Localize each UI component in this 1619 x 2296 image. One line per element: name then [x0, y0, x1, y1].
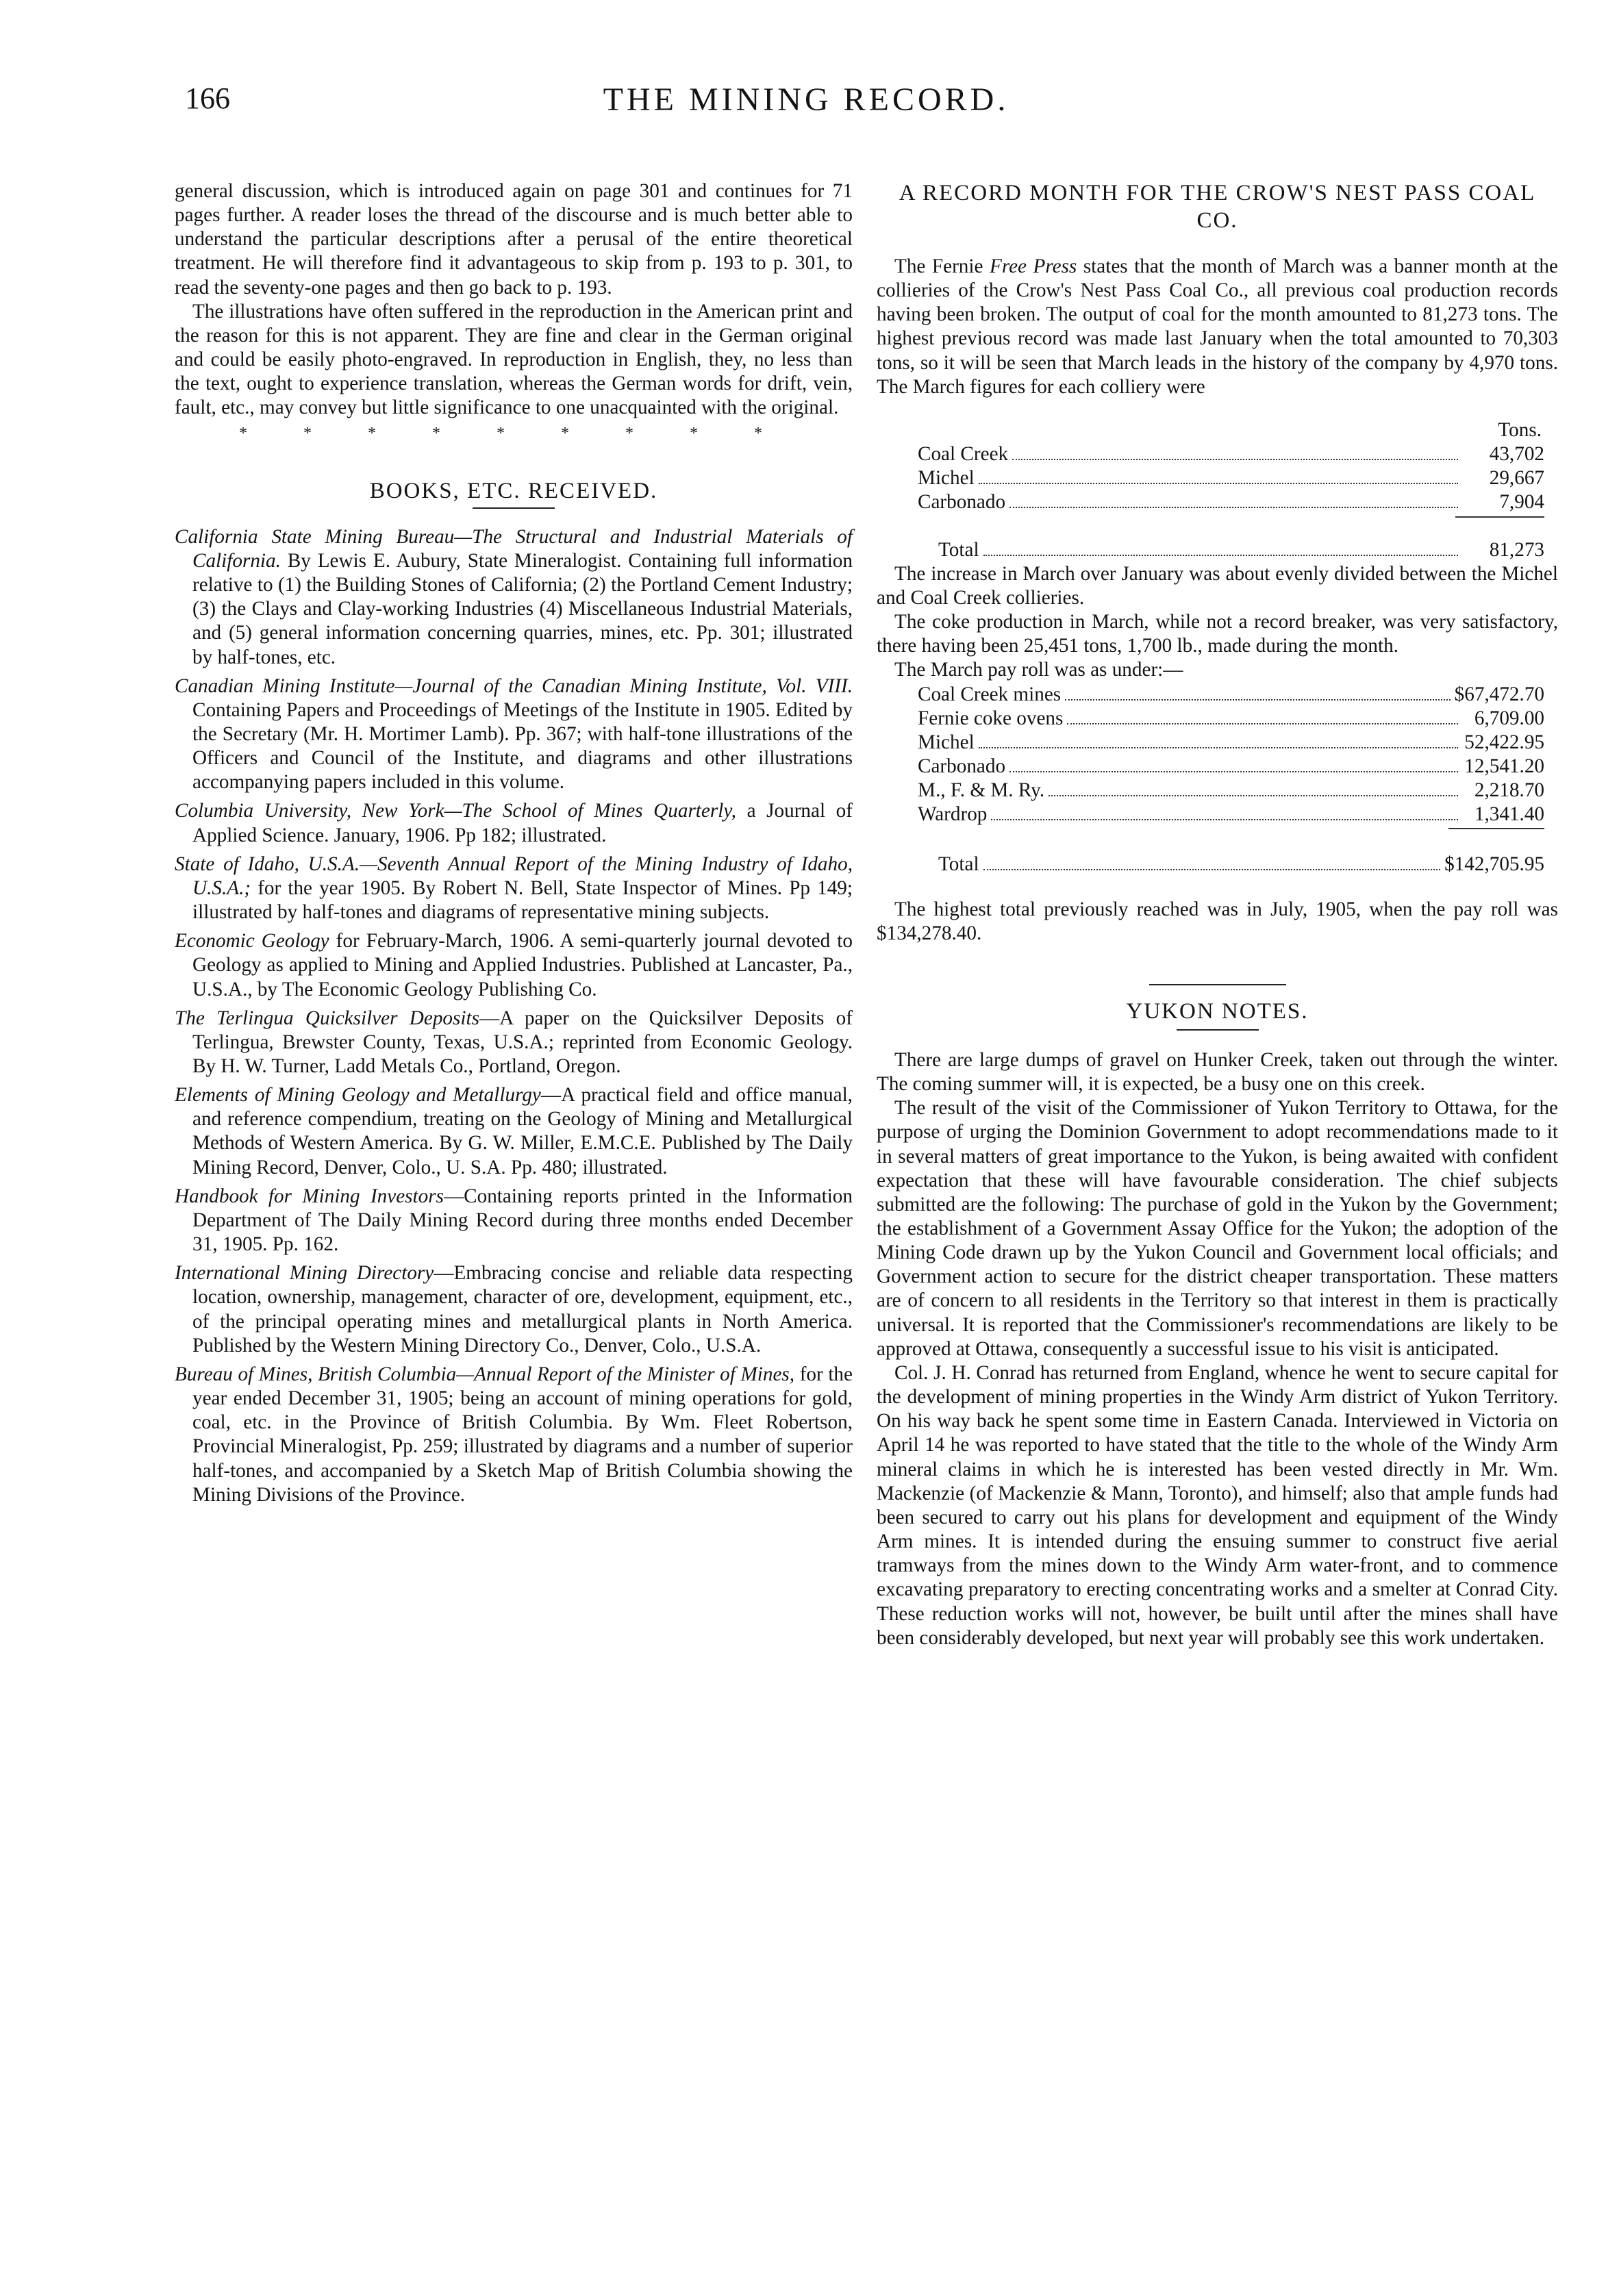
- leader-dots: [1009, 507, 1458, 508]
- tons-value: 7,904: [1499, 491, 1544, 514]
- book-entry: [175, 1185, 853, 1257]
- book-entry-title: State of Idaho, U.S.A.—Seventh Annual Report of the Mining Industry of Idaho, U.S.A.;: [175, 853, 853, 899]
- book-entry-title: Elements of Mining Geology and Metallurgy: [175, 1084, 541, 1107]
- tons-total-row: [918, 538, 1544, 562]
- book-entry-title: The Terlingua Quicksilver Deposits: [175, 1007, 479, 1029]
- leader-dots: [1065, 699, 1451, 701]
- book-entry: [175, 1363, 853, 1507]
- book-entry: [175, 929, 853, 1001]
- highest-payroll-paragraph: The highest total previously reached was in July, 1905, when the pay roll was $134,278.40.: [877, 898, 1558, 944]
- payroll-row: [918, 779, 1544, 803]
- crows-nest-heading: A RECORD MONTH FOR THE CROW'S NEST PASS COAL CO.: [899, 181, 1536, 233]
- payroll-row: [918, 683, 1544, 707]
- payroll-value: $67,472.70: [1454, 683, 1544, 705]
- increase-paragraph: The increase in March over January was about evenly divided between the Michel and Coal Creek collieries.: [877, 562, 1558, 609]
- book-entry-body: Containing Papers and Proceedings of Meetings of the Institute in 1905. Edited by the Secretary (Mr. H. Mortimer Lamb). Pp. 367; with half-tone illustrations of the Officers and Council of the Institute, and diagrams and other illustrations accompanying papers included in this volume.: [192, 698, 853, 794]
- sum-rule: [1455, 516, 1544, 518]
- text-run: The Fernie: [894, 255, 990, 277]
- book-entry-title: International Mining Directory: [175, 1262, 434, 1285]
- tons-table: [877, 418, 1558, 562]
- total-label: Total: [938, 538, 979, 561]
- tons-row: [918, 442, 1544, 466]
- payroll-value: 2,218.70: [1474, 779, 1544, 802]
- payroll-row: [918, 803, 1544, 827]
- payroll-item: Carbonado: [918, 755, 1006, 777]
- book-entry-title: California State Mining Bureau—The Structural and Industrial Materials of California.: [175, 525, 853, 572]
- book-entry-body: By Lewis E. Aubury, State Mineralogist. Containing full information relative to (1) the Building Stones of California; (2) the Portland Cement Industry; (3) the Clays and Clay-working Industries (4) Miscellaneous Industrial Materials, and (5) general information concerning quarries, mines, etc. Pp. 301; illustrated by half-tones, etc.: [192, 549, 853, 668]
- leader-dots: [979, 483, 1458, 484]
- book-entry: [175, 853, 853, 924]
- crows-nest-paragraph: [877, 255, 1558, 399]
- sum-rule: [1448, 828, 1544, 829]
- leader-dots: [1067, 723, 1458, 724]
- payroll-row: [918, 755, 1544, 779]
- payroll-value: 1,341.40: [1474, 803, 1544, 826]
- tons-value: 43,702: [1489, 443, 1544, 466]
- payroll-value: 6,709.00: [1474, 707, 1544, 729]
- book-entry-body: for the year ended December 31, 1905; being an account of mining operations for gold, coal, etc. in the Province of British Columbia. By Wm. Fleet Robertson, Provincial Mineralogist, Pp. 259; illustrated by diagrams and a number of superior half-tones, and accompanied by a Sketch Map of British Columbia showing the Mining Divisions of the Province.: [192, 1363, 853, 1506]
- payroll-row: [918, 707, 1544, 731]
- payroll-item: Fernie coke ovens: [918, 707, 1064, 729]
- book-entry-title: Economic Geology: [175, 930, 329, 953]
- book-entry-body: —Containing reports printed in the Information Department of The Daily Mining Record during three months ended December 31, 1905. Pp. 162.: [192, 1185, 853, 1256]
- section-separator-stars: * * * * * * * * *: [239, 424, 788, 442]
- tons-column-header: Tons.: [1498, 418, 1542, 441]
- running-title: THE MINING RECORD.: [603, 81, 1009, 118]
- yukon-notes-heading: YUKON NOTES.: [1126, 998, 1309, 1024]
- payroll-item: Michel: [918, 731, 975, 753]
- tons-row: [918, 466, 1544, 490]
- book-entry: [175, 525, 853, 670]
- leader-dots: [1009, 771, 1458, 772]
- book-entry: [175, 1007, 853, 1078]
- left-column: [175, 179, 853, 1512]
- review-paragraph-illustrations: The illustrations have often suffered in the reproduction in the American print and the reason for this is not apparent. They are fine and clear in the German original and could be easily photo-engraved. In reproduction in English, they, no less than the text, ought to experience translation, whereas the German words for drift, vein, fault, etc., may convey but little significance to one unacquainted with the original.: [175, 300, 853, 419]
- book-entry-body: for the year 1905. By Robert N. Bell, State Inspector of Mines. Pp 149; illustrated by half-tones and diagrams of representative mining subjects.: [192, 876, 853, 924]
- newspaper-name: Free Press: [989, 255, 1077, 277]
- payroll-item: Wardrop: [918, 803, 988, 826]
- yukon-paragraph: Col. J. H. Conrad has returned from England, whence he went to secure capital for the development of mining properties in the Windy Arm district of Yukon Territory. On his way back he spent some time in Eastern Canada. Interviewed in Victoria on April 14 he was reported to have stated that the title to the whole of the Windy Arm mineral claims in which he is interested has been vested directly in Mr. Wm. Mackenzie (of Mackenzie & Mann, Toronto), and himself; also that ample funds had been secured to carry out his plans for development and equipment of the Windy Arm mines. It is intended during the ensuing summer to construct five aerial tramways from the mines down to the Windy Arm water-front, and to commence excavating preparatory to erecting concentrating works and a smelter at Conrad City. These reduction works will not, however, be built until after the mines shall have been considerably developed, but next year will probably see this work undertaken.: [877, 1361, 1558, 1649]
- yukon-paragraph: There are large dumps of gravel on Hunker Creek, taken out through the winter. The coming summer will, it is expected, be a busy one on this creek.: [877, 1048, 1558, 1096]
- total-value: 81,273: [1489, 538, 1544, 561]
- payroll-intro: The March pay roll was as under:—: [894, 659, 1183, 681]
- colliery-name: Michel: [918, 467, 975, 490]
- book-entry-title: Columbia University, New York—The School of Mines Quarterly,: [175, 800, 736, 822]
- book-entry-body: for February-March, 1906. A semi-quarterly journal devoted to Geology as applied to Mining and Applied Industries. Published at Lancaster, Pa., U.S.A., by The Economic Geology Publishing Co.: [192, 930, 853, 1000]
- books-list: [175, 525, 853, 1507]
- total-value: $142,705.95: [1444, 853, 1544, 876]
- tons-value: 29,667: [1489, 467, 1544, 490]
- book-entry-title: Bureau of Mines, British Columbia—Annual Report of the Minister of Mines,: [175, 1363, 795, 1385]
- tons-row: [918, 490, 1544, 514]
- payroll-total-row: [918, 853, 1544, 876]
- total-label: Total: [938, 853, 979, 876]
- book-entry: [175, 1083, 853, 1180]
- book-entry: [175, 1261, 853, 1358]
- book-entry-body: a Journal of Applied Science. January, 1906. Pp 182; illustrated.: [192, 800, 853, 846]
- book-entry-title: Handbook for Mining Investors: [175, 1185, 444, 1207]
- review-paragraph-continued: general discussion, which is introduced again on page 301 and continues for 71 pages further. A reader loses the thread of the discourse and is much better able to understand the particular descriptions after a perusal of the entire theoretical treatment. He will therefore find it advantageous to skip from p. 193 to p. 301, to read the seventy-one pages and then go back to p. 193.: [175, 180, 853, 299]
- leader-dots: [991, 819, 1458, 820]
- books-received-heading: BOOKS, ETC. RECEIVED.: [369, 478, 658, 503]
- book-entry-body: —A paper on the Quicksilver Deposits of Terlingua, Brewster County, Texas, U.S.A.; reprinted from Economic Geology. By H. W. Turner, Ladd Metals Co., Portland, Oregon.: [192, 1007, 853, 1077]
- book-entry: [175, 799, 853, 847]
- leader-dots: [983, 869, 1441, 870]
- leader-dots: [1049, 795, 1458, 796]
- book-entry-title: Canadian Mining Institute—Journal of the Canadian Mining Institute, Vol. VIII.: [175, 674, 853, 697]
- right-column: [877, 179, 1558, 1650]
- colliery-name: Coal Creek: [918, 443, 1009, 466]
- payroll-value: 52,422.95: [1464, 731, 1544, 753]
- payroll-table: [877, 683, 1558, 877]
- leader-dots: [1012, 459, 1458, 460]
- book-entry: [175, 674, 853, 795]
- book-entry-body: —Embracing concise and reliable data respecting location, ownership, management, character of ore, development, equipment, etc., of the principal operating mines and metallurgical plants in North America. Published by the Western Mining Directory Co., Denver, Colo., U.S.A.: [192, 1262, 853, 1357]
- page-number: 166: [185, 81, 230, 115]
- page-header: [158, 81, 1455, 129]
- leader-dots: [983, 555, 1458, 556]
- leader-dots: [979, 747, 1458, 748]
- book-entry-body: —A practical field and office manual, and reference compendium, treating on the Geology of Mining and Metallurgical Methods of Western America. By G. W. Miller, E.M.C.E. Published by The Daily Mining Record, Denver, Colo., U. S.A. Pp. 480; illustrated.: [192, 1084, 853, 1178]
- payroll-row: [918, 731, 1544, 755]
- payroll-item: Coal Creek mines: [918, 683, 1062, 705]
- payroll-item: M., F. & M. Ry.: [918, 779, 1045, 802]
- yukon-paragraph: The result of the visit of the Commissioner of Yukon Territory to Ottawa, for the purpose of urging the Dominion Government to adopt recommendations made to it in several matters of great importance to the Yukon, is being awaited with confident expectation that these will have favourable consideration. The chief subjects submitted are the following: The purchase of gold in the Yukon by the Government; the establishment of a Government Assay Office for the Yukon; the adoption of the Mining Code drawn up by the Yukon Council and Government local officials; and Government action to secure for the district cheaper transportation. These matters are of concern to all residents in the Territory so that interest in them is practically universal. It is reported that the Commissioner's recommendations are likely to be approved at Ottawa, consequently a successful issue to his visit is anticipated.: [877, 1097, 1558, 1360]
- payroll-value: 12,541.20: [1464, 755, 1544, 777]
- colliery-name: Carbonado: [918, 491, 1006, 514]
- text-run: states that the month of March was a banner month at the collieries of the Crow's Nest Pass Coal Co., all previous coal production records having been broken. The output of coal for the month amounted to 81,273 tons. The highest previous record was made last January when the total amounted to 70,303 tons, so it will be seen that March leads in the history of the company by 4,970 tons. The March figures for each colliery were: [877, 255, 1558, 398]
- coke-paragraph: The coke production in March, while not a record breaker, was very satisfactory, there having been 25,451 tons, 1,700 lb., made during the month.: [877, 611, 1558, 657]
